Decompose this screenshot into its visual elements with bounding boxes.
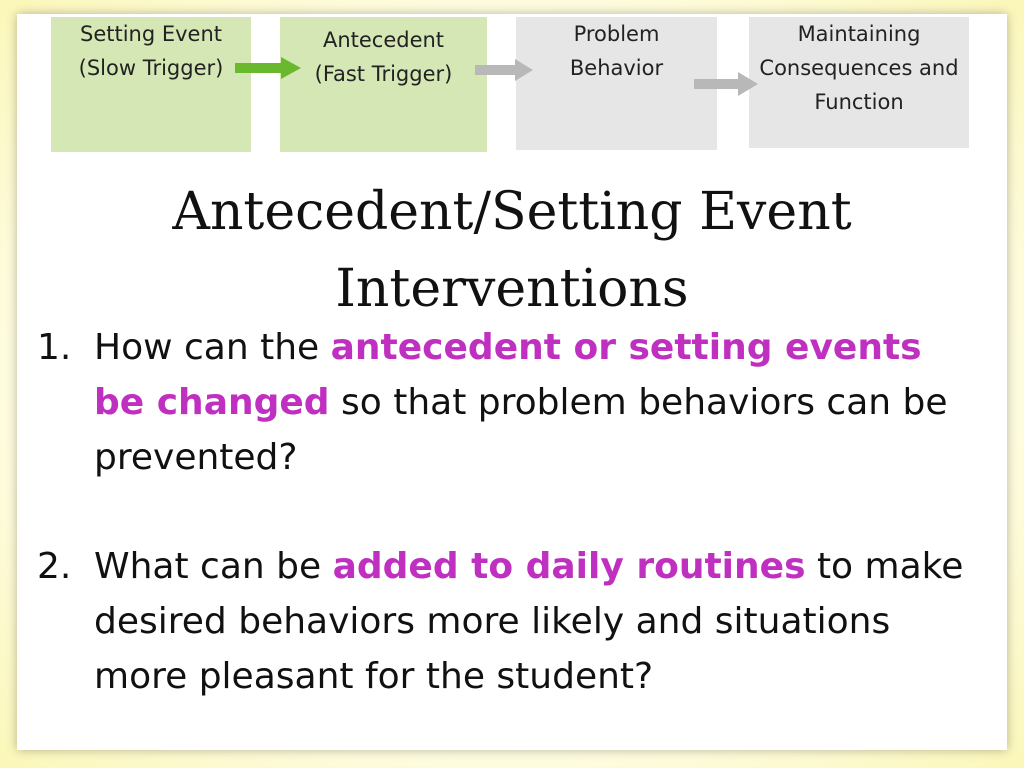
flow-step-line: Consequences and	[759, 56, 959, 80]
title-line: Interventions	[335, 259, 689, 319]
list-item	[37, 539, 972, 704]
arrow-right-icon	[235, 57, 303, 79]
flow-step-line: (Fast Trigger)	[314, 62, 453, 86]
flow-step-line: Maintaining	[797, 22, 921, 46]
slide	[17, 14, 1007, 750]
flow-step-line: Behavior	[569, 56, 664, 80]
question-list	[37, 320, 972, 704]
question-text: How can the	[94, 327, 331, 368]
flow-step-line: Problem	[573, 22, 660, 46]
list-number: 1.	[37, 327, 72, 368]
flow-step-antecedent	[280, 17, 487, 152]
flow-step-setting-event	[51, 17, 251, 152]
question-text: to make desired behaviors more likely and situations more pleasant for the student?	[94, 546, 964, 697]
page-title	[17, 174, 1007, 328]
list-number: 2.	[37, 546, 72, 587]
flow-step-line: Setting Event	[79, 22, 223, 46]
flow-step-problem-behavior	[516, 17, 717, 150]
question-text: What can be	[94, 546, 333, 587]
flow-step-line: Antecedent	[322, 28, 445, 52]
flow-step-line: (Slow Trigger)	[78, 56, 224, 80]
title-line: Antecedent/Setting Event	[172, 182, 852, 242]
list-item	[37, 320, 972, 485]
question-highlight: added to daily routines	[332, 546, 806, 587]
question-text: so that problem behaviors can be prevented?	[94, 382, 948, 478]
flow-step-maintaining-consequences	[749, 17, 969, 148]
arrow-right-icon	[475, 59, 535, 81]
arrow-right-icon	[694, 72, 760, 96]
question-highlight: antecedent or setting events be changed	[94, 327, 922, 423]
flow-step-line: Function	[814, 90, 904, 114]
